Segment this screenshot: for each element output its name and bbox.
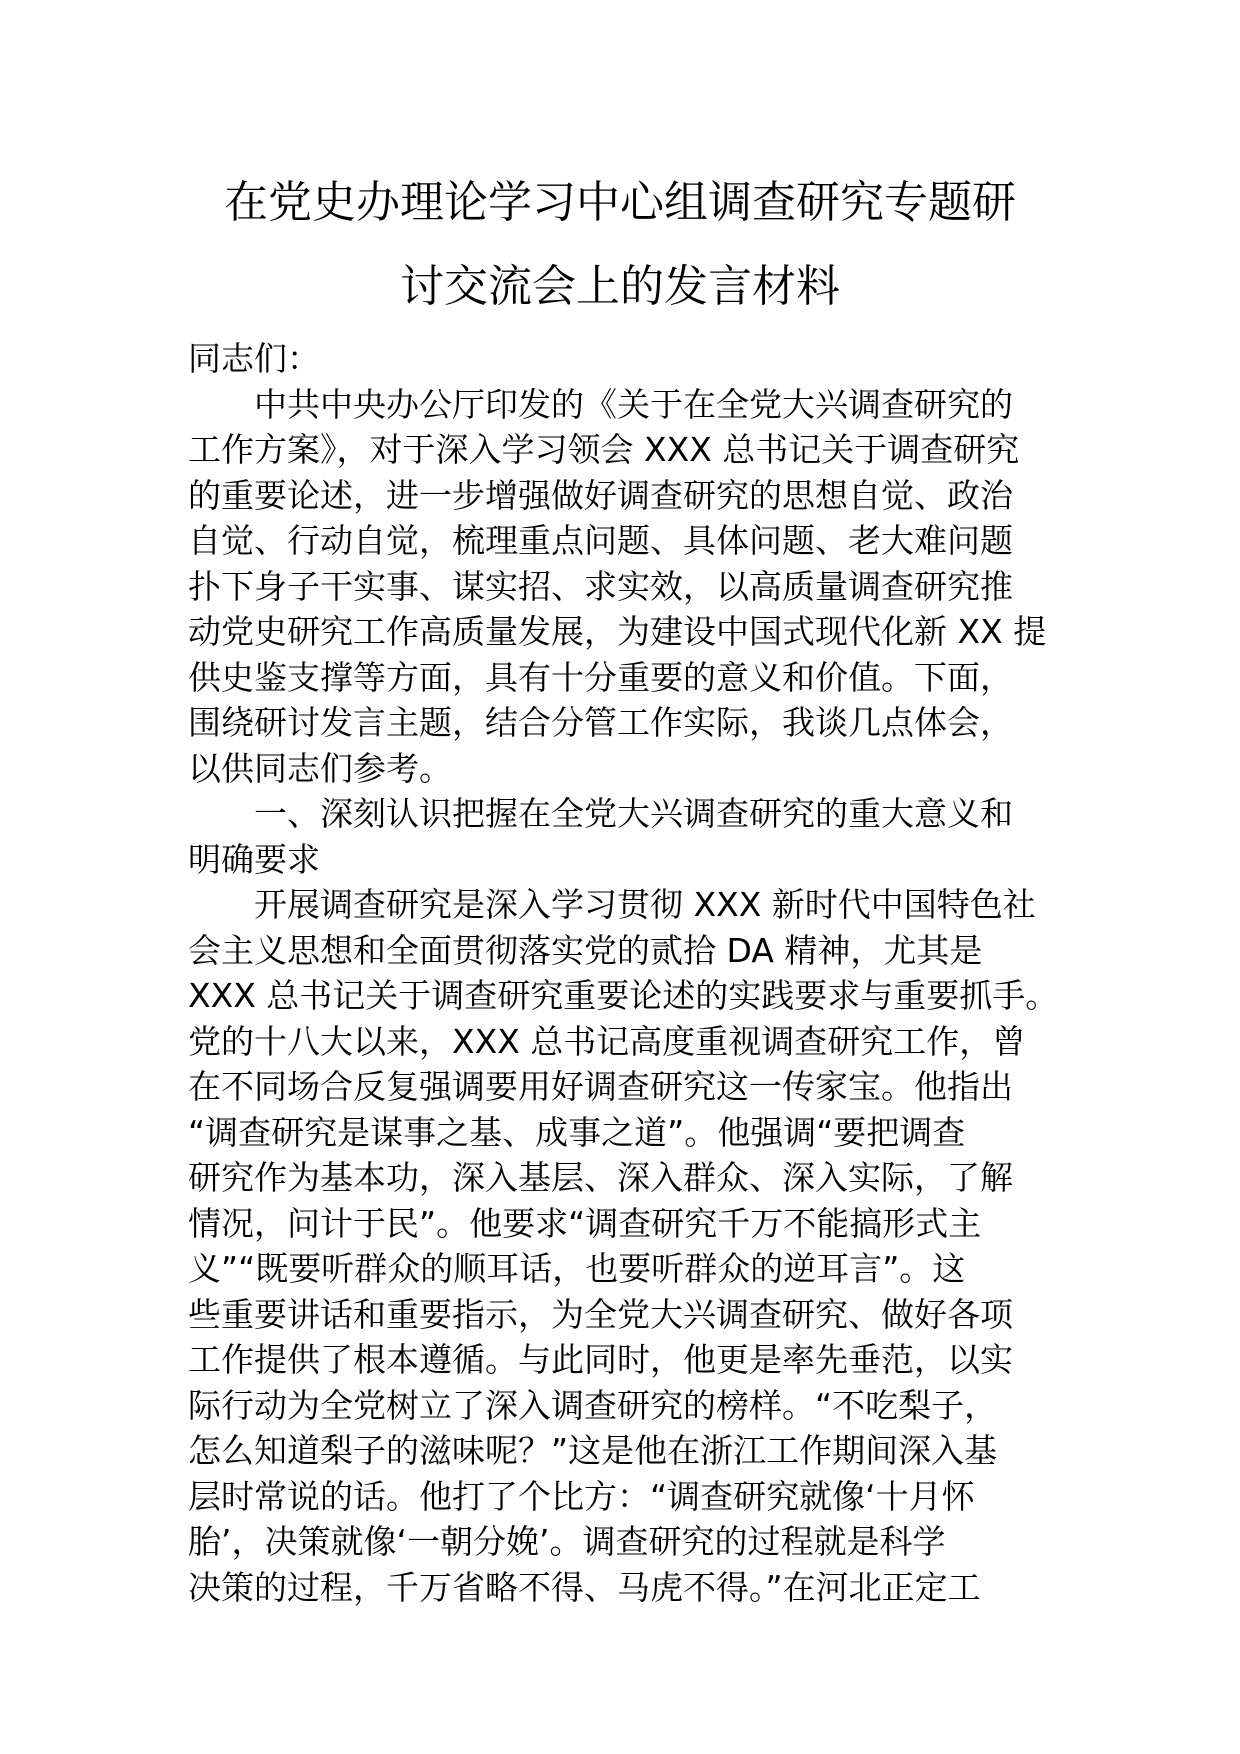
document-body — [188, 336, 1068, 1610]
salutation: 同志们： — [188, 339, 320, 378]
paragraph-line: 义”“既要听群众的顺耳话，也要听群众的逆耳言”。这 — [188, 1249, 966, 1288]
document-title-line-1: 在党史办理论学习中心组调查研究专题研 — [224, 177, 1016, 228]
paragraph-line: 的重要论述，进一步增强做好调查研究的思想自觉、政治 — [188, 475, 1013, 515]
paragraph-line: 际行动为全党树立了深入调查研究的榜样。“不吃梨子， — [188, 1385, 998, 1425]
paragraph-line: 在不同场合反复强调要用好调查研究这一传家宝。他指出 — [188, 1067, 1013, 1106]
paragraph-line: 工作提供了根本遵循。与此同时，他更是率先垂范，以实 — [188, 1340, 1013, 1379]
section-heading-line: 明确要求 — [188, 839, 320, 879]
paragraph-line: 围绕研讨发言主题，结合分管工作实际，我谈几点体会， — [188, 703, 1013, 742]
paragraph-line: 会主义思想和全面贯彻落实党的贰拾 DA 精神，尤其是 — [188, 930, 983, 970]
paragraph-line: “调查研究是谋事之基、成事之道”。他强调“要把调查 — [188, 1112, 966, 1152]
paragraph-line: 研究作为基本功，深入基层、深入群众、深入实际，了解 — [188, 1158, 1013, 1197]
paragraph-line: 工作方案》，对于深入学习领会 XXX 总书记关于调查研究 — [188, 430, 1020, 469]
paragraph-line: 些重要讲话和重要指示，为全党大兴调查研究、做好各项 — [188, 1294, 1013, 1334]
paragraph-line: XXX 总书记关于调查研究重要论述的实践要求与重要抓手。 — [188, 976, 1059, 1015]
section-heading-line: 一、深刻认识把握在全党大兴调查研究的重大意义和 — [254, 794, 1013, 833]
paragraph-line: 党的十八大以来，XXX 总书记高度重视调查研究工作，曾 — [188, 1021, 1026, 1061]
paragraph-line: 自觉、行动自觉，梳理重点问题、具体问题、老大难问题 — [188, 521, 1013, 560]
paragraph-line: 胎’，决策就像‘一朝分娩’。调查研究的过程就是科学 — [188, 1522, 946, 1561]
paragraph-line: 决策的过程，千万省略不得、马虎不得。”在河北正定工 — [188, 1567, 981, 1607]
paragraph-line: 以供同志们参考。 — [188, 748, 452, 788]
document-title-line-2: 讨交流会上的发言材料 — [400, 261, 840, 312]
paragraph-line: 层时常说的话。他打了个比方：“调查研究就像‘十月怀 — [188, 1476, 975, 1516]
paragraph-line: 扑下身子干实事、谋实招、求实效，以高质量调查研究推 — [188, 566, 1013, 606]
paragraph-line: 开展调查研究是深入学习贯彻 XXX 新时代中国特色社 — [254, 885, 1036, 924]
paragraph-line: 中共中央办公厅印发的《关于在全党大兴调查研究的 — [254, 384, 1013, 424]
paragraph-line: 动党史研究工作高质量发展，为建设中国式现代化新 XX 提 — [188, 612, 1047, 651]
paragraph-line: 怎么知道梨子的滋味呢？”这是他在浙江工作期间深入基 — [188, 1431, 998, 1470]
paragraph-line: 情况，问计于民”。他要求“调查研究千万不能搞形式主 — [188, 1203, 982, 1243]
paragraph-line: 供史鉴支撑等方面，具有十分重要的意义和价值。下面， — [188, 657, 1013, 697]
